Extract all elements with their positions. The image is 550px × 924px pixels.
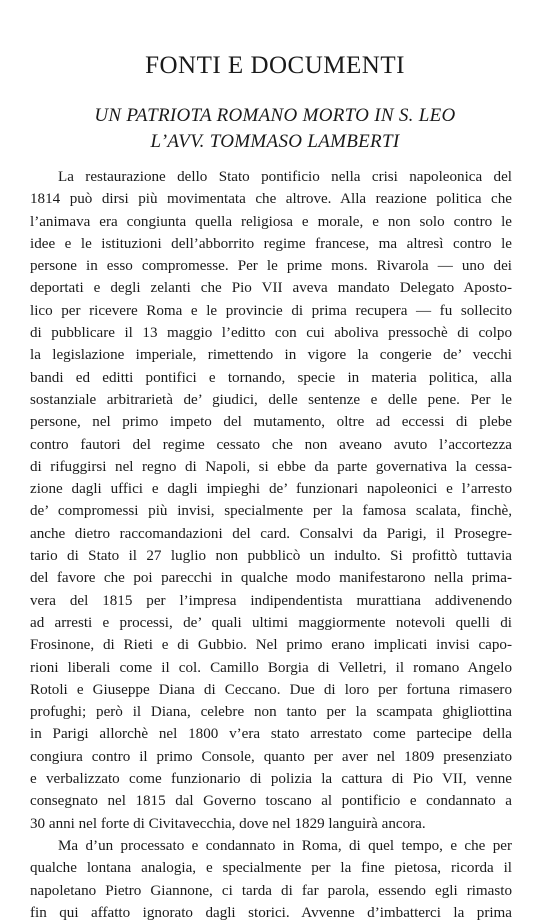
text-line: consegnato nel 1815 dal Governo toscano al pontificio e condannato a	[30, 793, 512, 810]
text-line: zione dagli uffici e dagli impieghi de’ funzionari napoleonici e l’arresto	[30, 481, 512, 498]
text-line: l’animava era congiunta quella religiosa e morale, e non solo contro le	[30, 213, 512, 230]
text-line: lico per ricevere Roma e le provincie di prima recupera — fu sollecito	[30, 302, 512, 319]
body-text	[30, 166, 512, 924]
text-line: anche dietro raccomandazioni del card. Consalvi da Parigi, il Prosegre-	[30, 525, 512, 542]
text-line: congiura contro il primo Console, quanto per aver nel 1809 presenziato	[30, 748, 512, 765]
article-title-line-1: UN PATRIOTA ROMANO MORTO IN S. LEO	[94, 105, 456, 126]
text-line: La restaurazione dello Stato pontificio nella crisi napoleonica del	[58, 169, 512, 185]
text-line: rioni liberali come il col. Camillo Borgia di Velletri, il romano Angelo	[30, 659, 512, 676]
section-heading: FONTI E DOCUMENTI	[145, 52, 405, 79]
text-line: di rifuggirsi nel regno di Napoli, si ebbe da parte governativa la cessa-	[30, 458, 512, 475]
text-line: Frosinone, di Rieti e di Gubbio. Nel primo erano implicati invisi capo-	[30, 637, 512, 654]
text-line: Ma d’un processato e condannato in Roma, di quel tempo, e che per	[58, 837, 512, 854]
text-line: qualche lontana analogia, e specialmente per la fine pietosa, ricorda il	[30, 860, 512, 877]
text-line: e verbalizzato come funzionario di polizia la cattura di Pio VII, venne	[30, 771, 512, 788]
text-line: in Parigi allorchè nel 1800 v’era stato arrestato come partecipe della	[30, 726, 512, 743]
article-title-line-2: L’AVV. TOMMASO LAMBERTI	[150, 131, 400, 152]
text-line: 1814 può dirsi più movimentata che altrove. Alla reazione politica che	[30, 191, 512, 208]
text-line: persone, nel primo impeto del mutamento, oltre ad eccessi di plebe	[30, 414, 512, 431]
text-line: idee e le istituzioni dell’abborrito regime francese, ma altresì contro le	[30, 235, 512, 252]
text-line: Rotoli e Giuseppe Diana di Ceccano. Due di loro per fortuna rimasero	[30, 681, 512, 698]
text-line: persone in esso compromesse. Per le prime mons. Rivarola — uno dei	[30, 258, 512, 275]
text-line: sostanziale arbitrarietà de’ giudici, delle sentenze e delle pene. Per le	[30, 391, 512, 408]
text-line: contro fautori del regime cessato che non aveano avuto l’accortezza	[30, 436, 512, 453]
text-line: bandi ed editti pontifici e tornando, specie in materia politica, alla	[30, 369, 512, 386]
text-line: di pubblicare il 13 maggio l’editto con cui aboliva pressochè di colpo	[30, 325, 512, 342]
text-line: ad arresti e processi, de’ quali ultimi maggiormente notevoli quelli di	[30, 614, 512, 631]
text-line: fin qui affatto ignorato dagli storici. Avvenne d’imbatterci la prima	[30, 904, 512, 921]
text-line: napoletano Pietro Giannone, ci tarda di far parola, essendo egli rimasto	[30, 882, 512, 899]
text-line: del favore che poi parecchi in qualche modo manifestarono nella prima-	[30, 570, 512, 587]
text-line: tario di Stato il 27 luglio non pubblicò un indulto. Si profittò tuttavia	[30, 548, 512, 565]
text-line: vera del 1815 per l’impresa indipendentista murattiana addivenendo	[30, 592, 512, 609]
text-line: 30 anni nel forte di Civitavecchia, dove nel 1829 languirà ancora.	[30, 815, 426, 832]
text-line: profughi; però il Diana, celebre non tanto per la scampata ghigliottina	[30, 704, 512, 721]
text-line: deportati e degli zelanti che Pio VII aveva mandato Delegato Aposto-	[30, 280, 512, 297]
text-line: de’ compromessi più invisi, specialmente per la famosa scalata, finchè,	[30, 503, 512, 520]
text-line: la legislazione imperiale, rimettendo in vigore la congerie de’ vecchi	[30, 347, 512, 364]
